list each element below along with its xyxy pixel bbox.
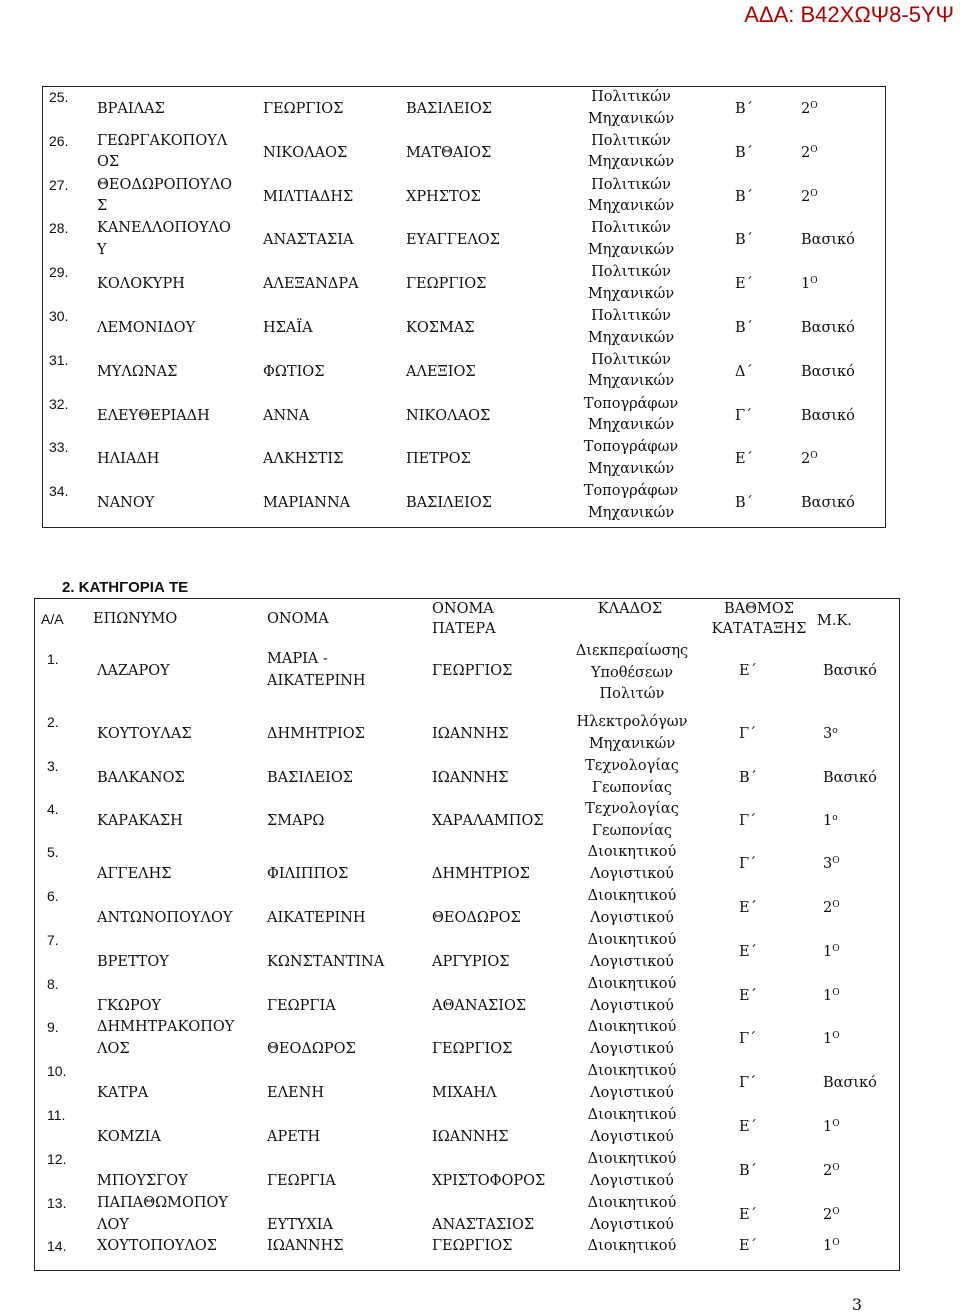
branch-cell: Μηχανικών <box>587 198 675 215</box>
branch-cell: Λογιστικού <box>590 1216 674 1233</box>
mk-value: 1 <box>823 988 833 1004</box>
name-cell: ΝΙΚΟΛΑΟΣ <box>263 144 348 161</box>
name-cell: ΓΕΩΡΓΙΑ <box>267 1173 336 1189</box>
branch-cell: Λογιστικού <box>590 909 674 926</box>
branch-cell: Πολιτικών <box>591 308 671 324</box>
header-father-line2: ΠΑΤΕΡΑ <box>432 621 496 637</box>
grade-cell: Β΄ <box>735 101 753 117</box>
branch-cell: Διεκπεραίωσης <box>575 643 689 659</box>
mk-value: Βασικό <box>801 363 855 380</box>
father-name-cell: ΑΝΑΣΤΑΣΙΟΣ <box>432 1217 535 1233</box>
surname-cell: ΗΛΙΑΔΗ <box>97 451 160 468</box>
mk-value: Βασικό <box>801 495 855 512</box>
mk-value: 2 <box>801 188 811 205</box>
branch-cell: Πολιτικών <box>591 220 671 237</box>
mk-cell <box>823 1073 877 1095</box>
mk-superscript: Ο <box>810 101 818 111</box>
father-name-cell: ΑΘΑΝΑΣΙΟΣ <box>432 998 527 1014</box>
surname-cell: ΒΡΕΤΤΟΥ <box>97 954 169 970</box>
grade-cell: Β΄ <box>739 1163 757 1179</box>
mk-cell <box>823 854 840 876</box>
mk-cell <box>801 493 855 515</box>
surname-cell: ΚΑΡΑΚΑΣΗ <box>97 813 183 829</box>
name-cell: ΒΑΣΙΛΕΙΟΣ <box>267 770 354 786</box>
mk-value: Βασικό <box>801 407 855 424</box>
mk-value: 2 <box>801 451 811 468</box>
surname-cell: Σ <box>97 198 108 215</box>
mk-value: 1 <box>823 813 833 829</box>
mk-cell <box>823 898 840 920</box>
name-cell: ΓΕΩΡΓΙΟΣ <box>263 101 344 117</box>
header-name: ΟΝΟΜΑ <box>267 611 329 627</box>
table-row <box>35 712 899 756</box>
mk-value: Βασικό <box>801 232 855 249</box>
name-cell: ΜΙΛΤΙΑΔΗΣ <box>263 188 354 205</box>
row-number: 33. <box>49 439 69 456</box>
branch-cell: Μηχανικών <box>587 373 675 390</box>
row-number: 7. <box>47 932 59 948</box>
row-number: 31. <box>49 351 69 368</box>
row-number: 11. <box>47 1107 66 1123</box>
father-name-cell: ΑΛΕΞΙΟΣ <box>406 363 476 380</box>
branch-cell: Διοικητικού <box>587 1063 677 1079</box>
branch-cell: Λογιστικού <box>590 1084 674 1101</box>
name-cell: ΚΩΝΣΤΑΝΤΙΝΑ <box>267 954 385 970</box>
name-cell: ΘΕΟΔΩΡΟΣ <box>267 1041 356 1057</box>
mk-value: Βασικό <box>823 770 877 786</box>
branch-cell: Τεχνολογίας <box>585 758 679 774</box>
branch-cell: Λογιστικού <box>590 1172 674 1189</box>
mk-value: 3 <box>823 726 833 742</box>
mk-cell <box>823 1117 840 1139</box>
branch-cell: Διοικητικού <box>587 976 677 992</box>
mk-cell <box>823 1205 840 1227</box>
surname-cell: ΝΑΝΟΥ <box>97 495 155 512</box>
name-cell: ΑΛΚΗΣΤΙΣ <box>263 451 344 468</box>
surname-cell: ΑΝΤΩΝΟΠΟΥΛΟΥ <box>97 910 233 926</box>
row-number: 10. <box>47 1063 67 1079</box>
mk-value: 1 <box>801 276 811 293</box>
branch-cell: Μηχανικών <box>587 329 675 346</box>
table-row <box>43 394 885 438</box>
branch-cell: Μηχανικών <box>587 110 675 127</box>
surname-cell: ΒΑΛΚΑΝΟΣ <box>97 770 185 786</box>
row-number: 3. <box>47 758 59 774</box>
surname-cell: ΑΓΓΕΛΗΣ <box>97 866 172 882</box>
grade-cell: Ε΄ <box>739 1207 757 1223</box>
mk-superscript: Ο <box>810 188 818 199</box>
grade-cell: Β΄ <box>735 495 753 512</box>
table-row <box>35 974 899 1017</box>
father-name-cell: ΘΕΟΔΩΡΟΣ <box>432 910 521 926</box>
mk-cell <box>801 143 818 165</box>
grade-cell: Γ΄ <box>739 813 757 829</box>
mk-superscript: Ο <box>832 1207 840 1217</box>
mk-value: 3 <box>823 856 833 872</box>
row-number: 27. <box>49 176 69 193</box>
page-number: 3 <box>851 1295 862 1314</box>
row-number: 28. <box>49 220 69 237</box>
grade-cell: Ε΄ <box>739 1238 757 1254</box>
surname-cell: ΚΑΤΡΑ <box>97 1085 149 1101</box>
table-row <box>43 175 885 219</box>
row-number: 13. <box>47 1195 67 1211</box>
name-cell: ΑΙΚΑΤΕΡΙΝΗ <box>267 910 366 926</box>
branch-cell: Διοικητικού <box>587 1019 677 1035</box>
father-name-cell: ΕΥΑΓΓΕΛΟΣ <box>406 232 500 249</box>
table-row <box>35 1236 899 1270</box>
mk-superscript: Ο <box>832 1119 840 1129</box>
header-grade-line1: ΒΑΘΜΟΣ <box>723 601 794 617</box>
name-cell: ΙΩΑΝΝΗΣ <box>267 1238 344 1254</box>
table-row <box>43 218 885 262</box>
row-number: 2. <box>47 714 59 730</box>
table-row <box>35 1149 899 1193</box>
father-name-cell: ΓΕΩΡΓΙΟΣ <box>432 1238 513 1254</box>
grade-cell: Ε΄ <box>735 451 753 468</box>
mk-value: Βασικό <box>823 1075 877 1091</box>
surname-cell: ΚΟΛΟΚΥΡΗ <box>97 276 185 293</box>
mk-cell <box>801 318 855 340</box>
branch-cell: Μηχανικών <box>587 154 675 171</box>
grade-cell: Β΄ <box>735 144 753 161</box>
mk-cell <box>823 1161 840 1183</box>
branch-cell: Λογιστικού <box>590 1128 674 1145</box>
branch-cell: Γεωπονίας <box>591 779 673 796</box>
mk-value: 1 <box>823 1031 833 1047</box>
table-row <box>43 131 885 175</box>
header-mk: Μ.Κ. <box>817 613 852 629</box>
table-row <box>43 262 885 306</box>
mk-superscript: Ο <box>810 451 818 462</box>
row-number: 14. <box>47 1238 67 1254</box>
row-number: 8. <box>47 976 59 992</box>
table-row <box>43 481 885 525</box>
grade-cell: Γ΄ <box>739 1031 757 1047</box>
mk-superscript: Ο <box>832 988 840 998</box>
name-cell: ΕΛΕΝΗ <box>267 1085 324 1101</box>
branch-cell: Μηχανικών <box>587 241 675 258</box>
mk-superscript: Ο <box>810 276 818 287</box>
table-row <box>35 1105 899 1149</box>
table-section-2 <box>34 598 900 1271</box>
mk-cell <box>801 449 818 471</box>
branch-cell: Πολιτικών <box>591 132 671 149</box>
name-cell: ΑΡΕΤΗ <box>267 1129 321 1145</box>
father-name-cell: ΧΑΡΑΛΑΜΠΟΣ <box>432 813 544 829</box>
branch-cell: Μηχανικών <box>587 285 675 302</box>
father-name-cell: ΑΡΓΥΡΙΟΣ <box>432 954 510 970</box>
surname-cell: ΒΡΑΙΛΑΣ <box>97 101 165 117</box>
branch-cell: Μηχανικών <box>588 735 676 752</box>
mk-superscript: ο <box>832 813 838 823</box>
row-number: 9. <box>47 1019 59 1035</box>
header-aa: Α/Α <box>41 611 64 627</box>
surname-cell: ΛΟΣ <box>97 1040 130 1057</box>
mk-superscript: Ο <box>832 1238 840 1248</box>
mk-cell <box>801 274 818 296</box>
grade-cell: Ε΄ <box>739 663 757 679</box>
mk-value: Βασικό <box>823 663 877 679</box>
surname-cell: ΕΛΕΥΘΕΡΙΑΔΗ <box>97 407 210 424</box>
branch-cell: Τοπογράφων <box>583 483 679 500</box>
grade-cell: Ε΄ <box>735 276 753 293</box>
mk-cell <box>823 942 840 964</box>
header-surname: ΕΠΩΝΥΜΟ <box>93 611 178 627</box>
header-branch: ΚΛΑΔΟΣ <box>597 601 663 617</box>
branch-cell: Τοπογράφων <box>583 439 679 456</box>
grade-cell: Γ΄ <box>735 407 753 424</box>
father-name-cell: ΓΕΩΡΓΙΟΣ <box>432 1041 513 1057</box>
surname-cell: ΛΑΖΑΡΟΥ <box>97 663 170 679</box>
surname-cell: ΚΟΜΖΙΑ <box>97 1129 161 1145</box>
ada-code: ΑΔΑ: Β42ΧΩΨ8-5ΥΨ <box>744 2 954 27</box>
surname-cell: ΚΟΥΤΟΥΛΑΣ <box>97 726 192 742</box>
mk-cell <box>823 768 877 790</box>
grade-cell: Γ΄ <box>739 1075 757 1091</box>
row-number: 30. <box>49 308 69 324</box>
surname-cell: ΓΚΩΡΟΥ <box>97 998 162 1014</box>
branch-cell: Διοικητικού <box>587 1151 677 1167</box>
grade-cell: Ε΄ <box>739 944 757 960</box>
row-number: 5. <box>47 844 59 860</box>
surname-cell: ΜΥΛΩΝΑΣ <box>97 363 178 380</box>
mk-cell <box>823 661 877 683</box>
table-row <box>35 1061 899 1105</box>
table-row <box>35 1193 899 1236</box>
father-name-cell: ΔΗΜΗΤΡΙΟΣ <box>432 866 530 882</box>
name-cell: ΑΝΝΑ <box>263 407 310 424</box>
grade-cell: Β΄ <box>739 770 757 786</box>
branch-cell: Πολιτικών <box>591 89 671 105</box>
mk-cell <box>801 187 818 209</box>
surname-cell: ΓΕΩΡΓΑΚΟΠΟΥΛ <box>97 132 228 149</box>
row-number: 12. <box>47 1151 67 1167</box>
name-cell: ΦΩΤΙΟΣ <box>263 363 325 380</box>
mk-cell <box>801 99 818 121</box>
row-number: 34. <box>49 483 69 500</box>
branch-cell: Τεχνολογίας <box>585 801 679 817</box>
branch-cell: Πολιτικών <box>591 176 671 193</box>
row-number: 32. <box>49 395 69 412</box>
table-row <box>35 842 899 886</box>
row-number: 4. <box>47 801 59 817</box>
surname-cell: ΠΑΠΑΘΩΜΟΠΟΥ <box>97 1195 228 1211</box>
father-name-cell: ΠΕΤΡΟΣ <box>406 451 471 468</box>
category-title: 2. ΚΑΤΗΓΟΡΙΑ ΤΕ <box>62 579 189 596</box>
mk-cell <box>823 1029 840 1051</box>
name-cell: ΦΙΛΙΠΠΟΣ <box>267 866 349 882</box>
branch-cell: Λογιστικού <box>590 1040 674 1057</box>
father-name-cell: ΧΡΙΣΤΟΦΟΡΟΣ <box>432 1173 546 1189</box>
row-number: 26. <box>49 132 69 149</box>
name-cell: ΗΣΑΪΑ <box>263 320 313 336</box>
mk-value: 2 <box>823 1207 833 1223</box>
branch-cell: Μηχανικών <box>587 504 675 521</box>
mk-superscript: ο <box>832 726 838 736</box>
mk-superscript: Ο <box>832 900 840 910</box>
table-row <box>43 87 885 131</box>
father-name-cell: ΓΕΩΡΓΙΟΣ <box>432 663 513 679</box>
name-cell: ΣΜΑΡΩ <box>267 813 325 829</box>
table-row <box>43 350 885 394</box>
father-name-cell: ΝΙΚΟΛΑΟΣ <box>406 407 491 424</box>
father-name-cell: ΙΩΑΝΝΗΣ <box>432 726 509 742</box>
row-number: 25. <box>49 89 69 105</box>
name-cell: ΔΗΜΗΤΡΙΟΣ <box>267 726 365 742</box>
mk-cell <box>823 986 840 1008</box>
surname-cell: ΚΑΝΕΛΛΟΠΟΥΛΟ <box>97 220 231 237</box>
mk-cell <box>823 1236 840 1258</box>
branch-cell: Πολιτικών <box>591 351 671 368</box>
branch-cell: Διοικητικού <box>587 844 677 860</box>
table-row <box>35 1017 899 1061</box>
mk-superscript: Ο <box>832 944 840 954</box>
mk-cell <box>801 406 855 428</box>
table-row <box>35 643 899 712</box>
surname-cell: ΧΟΥΤΟΠΟΥΛΟΣ <box>97 1238 218 1254</box>
father-name-cell: ΜΑΤΘΑΙΟΣ <box>406 144 492 161</box>
branch-cell: Διοικητικού <box>587 888 677 904</box>
grade-cell: Ε΄ <box>739 900 757 916</box>
mk-value: Βασικό <box>801 320 855 336</box>
branch-cell: Πολιτών <box>599 686 665 702</box>
branch-cell: Διοικητικού <box>587 1195 677 1211</box>
mk-value: 1 <box>823 1238 833 1254</box>
table-row <box>43 437 885 481</box>
name-cell: ΕΥΤΥΧΙΑ <box>267 1217 333 1233</box>
branch-cell: Διοικητικού <box>587 1238 677 1254</box>
mk-value: 2 <box>823 900 833 916</box>
father-name-cell: ΧΡΗΣΤΟΣ <box>406 188 481 205</box>
grade-cell: Ε΄ <box>739 988 757 1004</box>
mk-superscript: Ο <box>832 1031 840 1041</box>
branch-cell: Διοικητικού <box>587 1107 677 1123</box>
name-cell: ΓΕΩΡΓΙΑ <box>267 998 336 1014</box>
mk-value: 2 <box>823 1163 833 1179</box>
father-name-cell: ΓΕΩΡΓΙΟΣ <box>406 276 487 293</box>
table-row <box>35 799 899 842</box>
father-name-cell: ΙΩΑΝΝΗΣ <box>432 770 509 786</box>
branch-cell: Μηχανικών <box>587 417 675 434</box>
mk-value: 1 <box>823 944 833 960</box>
grade-cell: Γ΄ <box>739 726 757 742</box>
header-grade-line2: ΚΑΤΑΤΑΞΗΣ <box>711 621 807 637</box>
surname-cell: ΛΕΜΟΝΙΔΟΥ <box>97 320 196 336</box>
branch-cell: Πολιτικών <box>591 264 671 281</box>
mk-superscript: Ο <box>832 1163 840 1173</box>
mk-cell <box>823 811 838 833</box>
table-row <box>43 306 885 350</box>
mk-superscript: Ο <box>810 144 818 155</box>
branch-cell: Υποθέσεων <box>590 664 674 681</box>
surname-cell: Υ <box>97 241 107 258</box>
branch-cell: Λογιστικού <box>590 865 674 882</box>
row-number: 29. <box>49 264 69 281</box>
branch-cell: Ηλεκτρολόγων <box>576 714 688 730</box>
table-row <box>35 930 899 974</box>
surname-cell: ΟΣ <box>97 154 120 171</box>
name-cell: ΑΝΑΣΤΑΣΙΑ <box>263 232 354 249</box>
row-number: 1. <box>47 651 59 667</box>
header-father-line1: ΟΝΟΜΑ <box>432 601 494 617</box>
branch-cell: Μηχανικών <box>587 460 675 477</box>
table-section-1 <box>42 86 886 528</box>
row-number: 6. <box>47 888 59 904</box>
branch-cell: Διοικητικού <box>587 932 677 948</box>
name-cell: ΜΑΡΙΑΝΝΑ <box>263 495 351 512</box>
name-cell: ΑΙΚΑΤΕΡΙΝΗ <box>267 672 366 689</box>
mk-cell <box>801 362 855 384</box>
grade-cell: Ε΄ <box>739 1119 757 1135</box>
father-name-cell: ΒΑΣΙΛΕΙΟΣ <box>406 101 493 117</box>
grade-cell: Β΄ <box>735 320 753 336</box>
mk-value: 2 <box>801 144 811 161</box>
branch-cell: Λογιστικού <box>590 953 674 970</box>
father-name-cell: ΚΟΣΜΑΣ <box>406 320 475 336</box>
branch-cell: Τοπογράφων <box>583 395 679 412</box>
father-name-cell: ΜΙΧΑΗΛ <box>432 1085 497 1101</box>
grade-cell: Β΄ <box>735 232 753 249</box>
table-row <box>35 756 899 799</box>
table-row <box>35 886 899 930</box>
mk-cell <box>823 724 838 746</box>
surname-cell: ΛΟΥ <box>97 1216 129 1233</box>
mk-superscript: Ο <box>832 856 840 866</box>
grade-cell: Δ΄ <box>735 363 753 380</box>
name-cell: ΜΑΡΙΑ - <box>267 651 328 667</box>
name-cell: ΑΛΕΞΑΝΔΡΑ <box>263 276 359 293</box>
mk-value: 1 <box>823 1119 833 1135</box>
surname-cell: ΜΠΟΥΣΓΟΥ <box>97 1173 188 1189</box>
branch-cell: Λογιστικού <box>590 997 674 1014</box>
surname-cell: ΘΕΟΔΩΡΟΠΟΥΛΟ <box>97 176 232 193</box>
mk-value: 2 <box>801 101 811 117</box>
father-name-cell: ΒΑΣΙΛΕΙΟΣ <box>406 495 493 512</box>
grade-cell: Γ΄ <box>739 856 757 872</box>
mk-cell <box>801 230 855 252</box>
branch-cell: Γεωπονίας <box>591 822 673 839</box>
father-name-cell: ΙΩΑΝΝΗΣ <box>432 1129 509 1145</box>
grade-cell: Β΄ <box>735 188 753 205</box>
surname-cell: ΔΗΜΗΤΡΑΚΟΠΟΥ <box>97 1019 235 1035</box>
